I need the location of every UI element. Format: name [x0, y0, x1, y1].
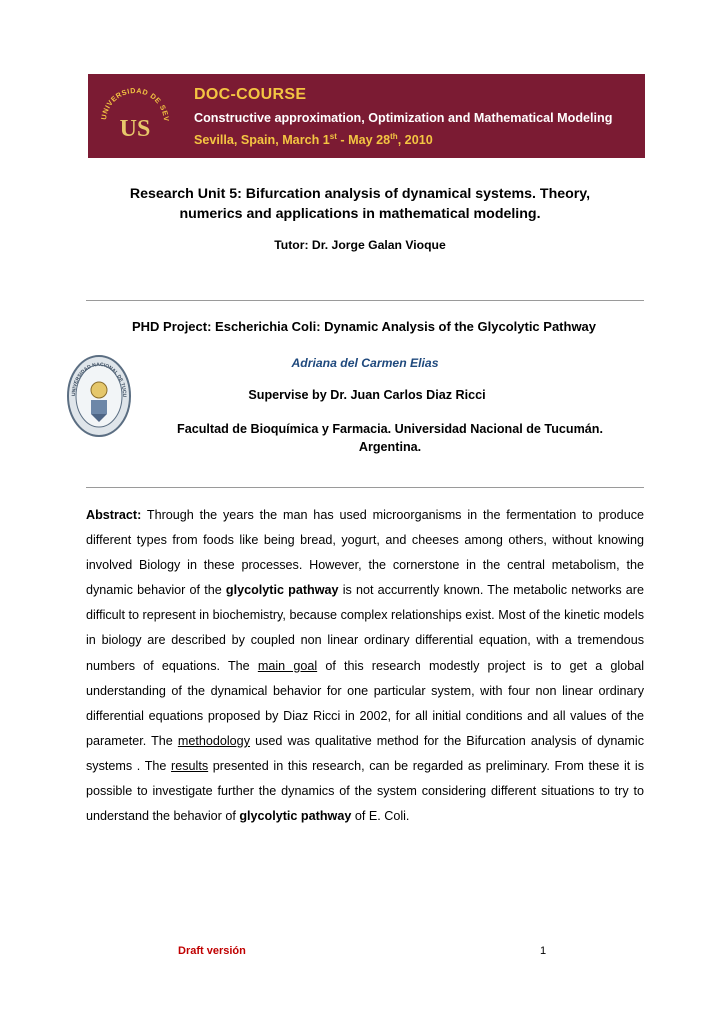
- seal-text: UNIVERSIDAD NACIONAL DE TUCU: [70, 361, 128, 398]
- logo-letters: US: [119, 116, 151, 142]
- supervisor: Supervise by Dr. Juan Carlos Diaz Ricci: [248, 388, 486, 402]
- draft-label: Draft versión: [178, 945, 246, 957]
- author-name: Adriana del Carmen Elias: [291, 356, 439, 370]
- faculty-affiliation: Facultad de Bioquímica y Farmacia. Universidad Nacional de Tucumán. Argentina.: [177, 422, 603, 454]
- divider-bottom: [86, 487, 644, 488]
- page-number: 1: [540, 945, 547, 957]
- university-logo: [94, 78, 176, 154]
- banner-title: DOC-COURSE: [194, 86, 307, 103]
- banner-date: Sevilla, Spain, March 1st - May 28th, 2010: [194, 132, 433, 147]
- tutor: Tutor: Dr. Jorge Galan Vioque: [274, 238, 446, 252]
- project-title: PHD Project: Escherichia Coli: Dynamic Analysis of the Glycolytic Pathway: [131, 319, 597, 334]
- logo-arc-text: UNIVERSIDAD DE SEV: [99, 85, 172, 123]
- research-unit-title: Research Unit 5: Bifurcation analysis of dynamical systems. Theory, numerics and applications in mathematical modeling.: [129, 186, 591, 222]
- divider-top: [86, 300, 644, 301]
- abstract-label: Abstract:: [86, 508, 142, 522]
- banner-subtitle: Constructive approximation, Optimization and Mathematical Modeling: [194, 111, 613, 125]
- abstract-paragraph: Abstract: Through the years the man has used microorganisms in the fermentation to produce different types from foods like being bread, yogurt, and cheeses among others, without knowing involved Biology in these processes. However, the cornerstone in the central metabolism, the dynamic behavior of the glycolytic pathway is not accurrently known. The metabolic networks are difficult to represent in biochemistry, because complex relationships exist. Most of the kinetic models in biology are described by coupled non linear ordinary differential equation, with a tremendous numbers of equations. The main goal of this research modestly project is to get a global understanding of the dynamical behavior for one particular system, with four non linear ordinary differential equations proposed by Diaz Ricci in 2002, for all initial conditions and all values of the parameter. The methodology used was qualitative method for the Bifurcation analysis of dynamic systems . The results presented in this research, can be regarded as preliminary. From these it is possible to investigate further the dynamics of the system considering different situations to try to understand the behavior of glycolytic pathway of E. Coli.: [86, 508, 644, 824]
- course-banner: [88, 74, 645, 158]
